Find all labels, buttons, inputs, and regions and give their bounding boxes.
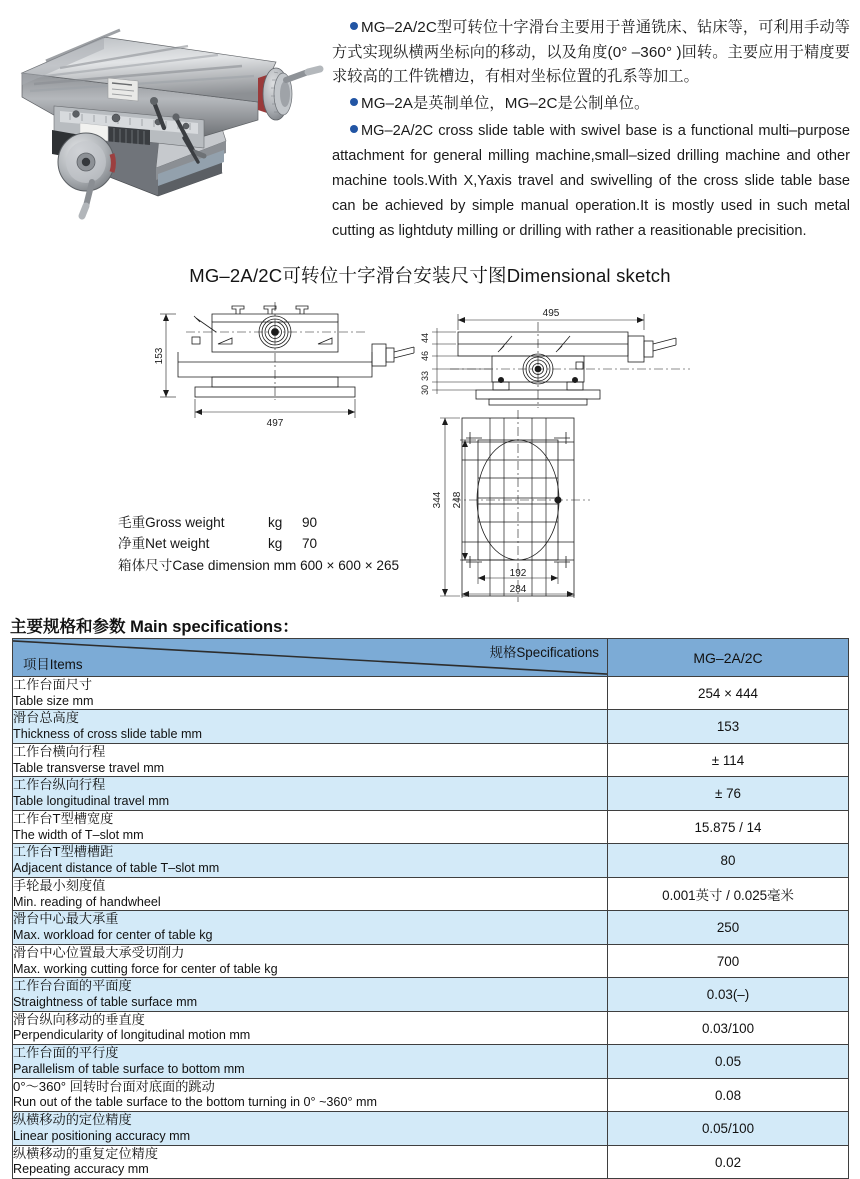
spec-item-cell (13, 677, 608, 710)
spec-item-cell (13, 944, 608, 977)
spec-item-label-cn: 滑台中心最大承重 (13, 911, 119, 927)
spec-value-cell: 254 × 444 (608, 677, 849, 710)
specifications-table (12, 638, 849, 1179)
product-photo-image (8, 10, 326, 235)
spec-value-cell: 250 (608, 911, 849, 944)
table-row (13, 777, 849, 810)
spec-item-cell (13, 978, 608, 1011)
net-weight-label: 净重Net weight (118, 536, 210, 552)
table-row (13, 978, 849, 1011)
table-row (13, 844, 849, 877)
spec-value-cell: 15.875 / 14 (608, 810, 849, 843)
gross-weight-unit: kg (268, 515, 283, 530)
spec-value-cell: 0.08 (608, 1078, 849, 1111)
table-row (13, 944, 849, 977)
bullet-icon (350, 98, 358, 106)
spec-value-cell: 153 (608, 710, 849, 743)
spec-item-label-cn: 滑台总高度 (13, 710, 79, 726)
intro-paragraph-cn-2: MG–2A是英制单位，MG–2C是公制单位。 (332, 92, 852, 117)
table-row (13, 911, 849, 944)
spec-item-label-cn: 纵横移动的重复定位精度 (13, 1145, 159, 1161)
spec-item-cell (13, 911, 608, 944)
spec-item-label-en: Linear positioning accuracy mm (13, 1128, 191, 1143)
front-view-width-label: 497 (266, 417, 284, 429)
plan-view-dim-284: 284 (509, 583, 527, 595)
spec-item-label-en: Table transverse travel mm (13, 760, 165, 775)
spec-item-cell (13, 743, 608, 776)
spec-value-cell: 700 (608, 944, 849, 977)
header-split-cell (13, 639, 608, 677)
spec-item-label-cn: 工作台面尺寸 (13, 677, 93, 692)
spec-value-cell: ± 76 (608, 777, 849, 810)
spec-item-cell (13, 777, 608, 810)
spec-item-cell (13, 1011, 608, 1044)
spec-value-cell: 80 (608, 844, 849, 877)
plan-view-dim-344: 344 (432, 491, 443, 509)
spec-value-cell: 0.03(–) (608, 978, 849, 1011)
spec-item-cell (13, 877, 608, 910)
case-dimension-value: 600 × 600 × 265 (300, 557, 400, 573)
table-row (13, 677, 849, 710)
specifications-table-body (13, 677, 849, 1179)
spec-item-cell (13, 1045, 608, 1078)
dimensional-sketch-title: MG–2A/2C可转位十字滑台安装尺寸图Dimensional sketch (189, 264, 671, 286)
spec-item-label-cn: 工作台台面的平面度 (13, 978, 132, 994)
spec-value-cell: 0.03/100 (608, 1011, 849, 1044)
table-row (13, 1011, 849, 1044)
spec-value-cell: 0.05 (608, 1045, 849, 1078)
table-row (13, 710, 849, 743)
spec-item-cell (13, 1145, 608, 1178)
plan-view-dim-192: 192 (509, 567, 527, 579)
side-view-dim-33: 33 (420, 370, 430, 381)
header-spec-label: 规格Specifications (489, 645, 599, 660)
spec-item-label-cn: 纵横移动的定位精度 (13, 1112, 132, 1128)
spec-value-cell: 0.001英寸 / 0.025毫米 (608, 877, 849, 910)
bullet-icon (350, 22, 358, 30)
spec-item-label-en: Min. reading of handwheel (13, 894, 161, 909)
spec-item-label-en: Parallelism of table surface to bottom mm (13, 1061, 245, 1076)
table-row (13, 1145, 849, 1178)
net-weight-value: 70 (302, 536, 318, 552)
table-row (13, 743, 849, 776)
net-weight-unit: kg (268, 536, 283, 552)
spec-item-label-cn: 工作台面的平行度 (13, 1045, 119, 1061)
bullet-icon (350, 125, 358, 133)
side-view-dim-30: 30 (420, 384, 430, 395)
spec-item-label-cn: 手轮最小刻度值 (13, 877, 106, 893)
table-row (13, 877, 849, 910)
side-view-drawing (420, 308, 690, 408)
case-dimension-row (118, 555, 399, 576)
gross-weight-row (118, 512, 399, 533)
spec-item-label-cn: 工作台T型槽宽度 (13, 810, 114, 826)
spec-item-label-en: Run out of the table surface to the bottom turning in 0° ~360° mm (13, 1095, 377, 1110)
spec-item-label-en: Thickness of cross slide table mm (13, 727, 202, 742)
spec-item-cell (13, 810, 608, 843)
table-row (13, 810, 849, 843)
gross-weight-value: 90 (302, 515, 318, 530)
spec-item-label-cn: 工作台纵向行程 (13, 777, 106, 793)
spec-item-label-cn: 工作台横向行程 (13, 743, 106, 759)
spec-item-label-en: Straightness of table surface mm (13, 994, 198, 1009)
spec-item-label-en: Adjacent distance of table T–slot mm (13, 861, 220, 876)
gross-weight-label: 毛重Gross weight (118, 515, 225, 530)
spec-item-label-en: The width of T–slot mm (13, 827, 144, 842)
spec-item-label-en: Perpendicularity of longitudinal motion mm (13, 1028, 251, 1043)
intro-paragraph-en: MG–2A/2C cross slide table with swivel base is a functional multi–purpose attachment for general milling machine,small–sized drilling machine and other machine tools.With X,Yaxis travel and swivelling of the cross slide table base can be achieved by simple manual operation.It is mostly used in such metal cutting as lightduty milling or drilling with rather a reasitionable precisition. (332, 122, 850, 239)
spec-value-cell: 0.05/100 (608, 1112, 849, 1145)
product-photo (8, 10, 326, 235)
net-weight-row (118, 533, 399, 554)
spec-item-label-en: Table longitudinal travel mm (13, 794, 170, 809)
spec-item-label-cn: 滑台中心位置最大承受切削力 (13, 944, 185, 960)
spec-item-cell (13, 1112, 608, 1145)
weight-info-block (118, 512, 399, 576)
spec-item-cell (13, 710, 608, 743)
product-intro-section (0, 0, 860, 246)
front-view-height-label: 153 (154, 347, 165, 365)
side-view-length-label: 495 (542, 307, 560, 319)
front-view-drawing (154, 302, 414, 429)
intro-text-column (326, 10, 852, 246)
case-dimension-label: 箱体尺寸Case dimension mm (118, 557, 297, 573)
header-model-label: MG–2A/2C (608, 639, 849, 677)
spec-item-cell (13, 844, 608, 877)
table-header-row (13, 639, 849, 677)
side-view-dim-46: 46 (420, 350, 430, 361)
spec-item-label-en: Max. working cutting force for center of table kg (13, 961, 278, 976)
table-row (13, 1112, 849, 1145)
spec-section-heading: 主要规格和参数 Main specifications： (10, 618, 299, 636)
intro-paragraph-cn-1: MG–2A/2C型可转位十字滑台主要用于普通铣床、钻床等，可利用手动等方式实现纵横两坐标向的移动，以及角度(0° –360° )回转。主要应用于精度要求较高的工件铣槽边，有相对坐标位置的孔系等加工。 (332, 19, 850, 86)
header-items-label: 项目Items (23, 657, 83, 672)
plan-view-drawing (432, 410, 590, 602)
spec-item-label-en: Table size mm (13, 693, 94, 708)
spec-item-label-en: Repeating accuracy mm (13, 1162, 149, 1177)
plan-view-dim-248: 248 (452, 491, 463, 509)
side-view-dim-44: 44 (420, 332, 430, 343)
spec-value-cell: ± 114 (608, 743, 849, 776)
spec-value-cell: 0.02 (608, 1145, 849, 1178)
spec-item-label-cn: 工作台T型槽槽距 (13, 844, 114, 860)
spec-item-label-en: Max. workload for center of table kg (13, 928, 213, 943)
spec-item-label-cn: 0°～360° 回转时台面对底面的跳动 (13, 1078, 215, 1094)
nameplate (108, 78, 138, 101)
spec-item-label-cn: 滑台纵向移动的垂直度 (13, 1011, 145, 1027)
spec-table-container (12, 638, 848, 1179)
table-row (13, 1045, 849, 1078)
